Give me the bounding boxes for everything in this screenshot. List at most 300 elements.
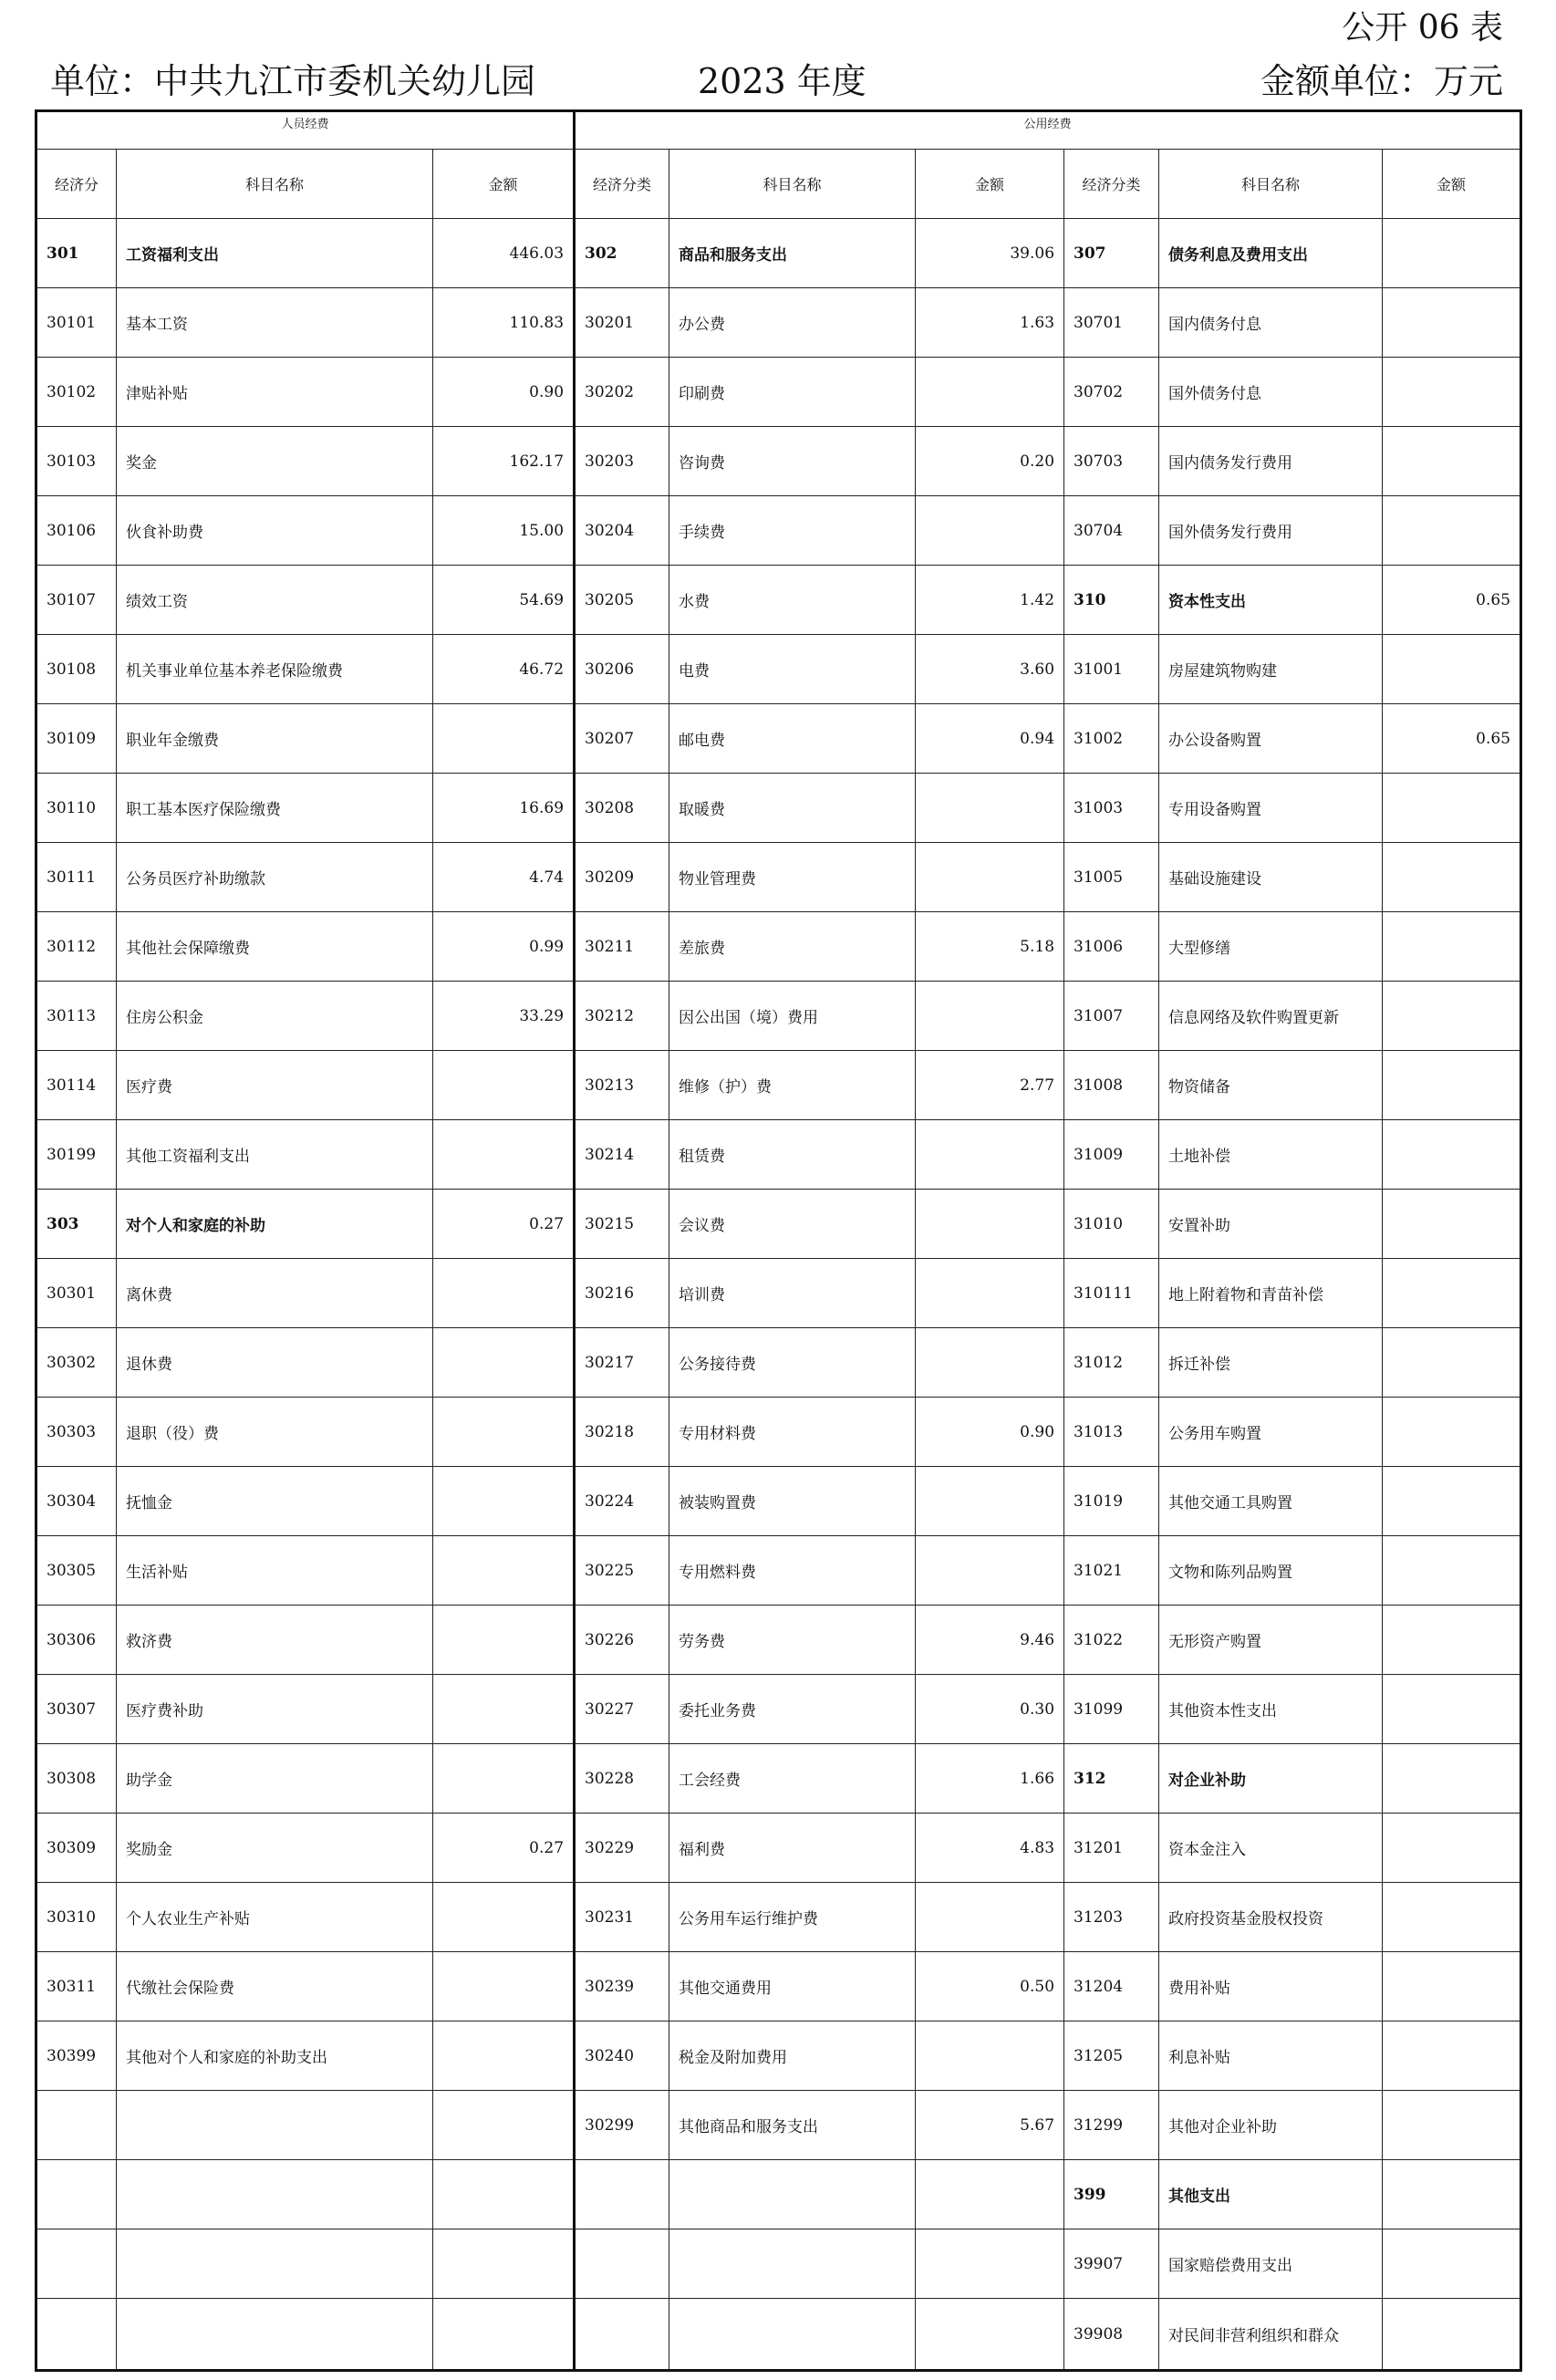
- cell-code-2: 30204: [575, 496, 669, 566]
- cell-name-3: 大型修缮: [1159, 912, 1383, 982]
- cell-code-2: 30225: [575, 1536, 669, 1606]
- cell-code-2: 30211: [575, 912, 669, 982]
- col-header-amount-3: 金额: [1383, 150, 1521, 219]
- cell-amount-1: 46.72: [433, 635, 575, 704]
- cell-name-1: 退职（役）费: [117, 1398, 433, 1467]
- cell-code-2: 30215: [575, 1190, 669, 1259]
- cell-amount-3: [1383, 1952, 1521, 2021]
- cell-name-2: 专用燃料费: [669, 1536, 916, 1606]
- cell-amount-3: [1383, 288, 1521, 358]
- cell-code-2: 30201: [575, 288, 669, 358]
- cell-amount-1: [433, 1328, 575, 1398]
- table-row: [36, 566, 1521, 635]
- cell-name-1: [117, 2229, 433, 2299]
- cell-code-3: 31007: [1064, 982, 1159, 1051]
- cell-amount-1: [433, 1398, 575, 1467]
- table-row: [36, 1744, 1521, 1814]
- cell-amount-1: [433, 1606, 575, 1675]
- cell-amount-3: [1383, 358, 1521, 427]
- cell-amount-2: 0.50: [916, 1952, 1064, 2021]
- cell-amount-3: [1383, 1675, 1521, 1744]
- cell-name-2: [669, 2229, 916, 2299]
- cell-name-2: 商品和服务支出: [669, 219, 916, 288]
- cell-amount-2: 1.63: [916, 288, 1064, 358]
- cell-code-1: 30303: [36, 1398, 117, 1467]
- cell-amount-1: 0.99: [433, 912, 575, 982]
- cell-name-3: 费用补贴: [1159, 1952, 1383, 2021]
- table-row: [36, 2160, 1521, 2229]
- cell-code-1: 30309: [36, 1814, 117, 1883]
- cell-amount-3: [1383, 219, 1521, 288]
- cell-code-3: 31002: [1064, 704, 1159, 774]
- cell-name-2: 税金及附加费用: [669, 2021, 916, 2091]
- cell-name-3: 专用设备购置: [1159, 774, 1383, 843]
- cell-amount-1: [433, 2229, 575, 2299]
- cell-amount-1: 110.83: [433, 288, 575, 358]
- cell-name-1: 医疗费补助: [117, 1675, 433, 1744]
- cell-code-1: [36, 2091, 117, 2160]
- cell-code-3: 31022: [1064, 1606, 1159, 1675]
- cell-amount-1: [433, 1467, 575, 1536]
- cell-name-2: [669, 2299, 916, 2371]
- table-row: [36, 1814, 1521, 1883]
- cell-code-3: 399: [1064, 2160, 1159, 2229]
- cell-amount-2: 9.46: [916, 1606, 1064, 1675]
- cell-code-2: 30207: [575, 704, 669, 774]
- cell-name-2: 会议费: [669, 1190, 916, 1259]
- cell-code-3: 30702: [1064, 358, 1159, 427]
- table-row: [36, 774, 1521, 843]
- cell-amount-3: [1383, 1398, 1521, 1467]
- cell-name-3: 其他对企业补助: [1159, 2091, 1383, 2160]
- cell-code-2: 30231: [575, 1883, 669, 1952]
- cell-amount-2: [916, 1259, 1064, 1328]
- cell-name-3: 国外债务发行费用: [1159, 496, 1383, 566]
- cell-amount-2: [916, 1190, 1064, 1259]
- cell-code-1: 30113: [36, 982, 117, 1051]
- cell-name-1: 其他工资福利支出: [117, 1120, 433, 1190]
- cell-name-1: 绩效工资: [117, 566, 433, 635]
- cell-name-1: 生活补贴: [117, 1536, 433, 1606]
- cell-code-1: 30199: [36, 1120, 117, 1190]
- cell-code-2: 30206: [575, 635, 669, 704]
- cell-amount-3: [1383, 2160, 1521, 2229]
- cell-amount-1: 16.69: [433, 774, 575, 843]
- cell-amount-3: [1383, 1744, 1521, 1814]
- cell-code-3: 310111: [1064, 1259, 1159, 1328]
- cell-amount-2: [916, 843, 1064, 912]
- col-header-code-2: 经济分类: [575, 150, 669, 219]
- cell-name-1: 基本工资: [117, 288, 433, 358]
- cell-name-1: [117, 2091, 433, 2160]
- cell-code-2: 30217: [575, 1328, 669, 1398]
- cell-amount-1: [433, 1883, 575, 1952]
- cell-name-3: 拆迁补偿: [1159, 1328, 1383, 1398]
- table-row: [36, 912, 1521, 982]
- cell-code-3: 31299: [1064, 2091, 1159, 2160]
- cell-name-2: 办公费: [669, 288, 916, 358]
- cell-amount-3: [1383, 1051, 1521, 1120]
- cell-amount-2: [916, 1467, 1064, 1536]
- cell-amount-3: [1383, 774, 1521, 843]
- group-personnel: 人员经费: [36, 111, 575, 150]
- cell-name-1: 个人农业生产补贴: [117, 1883, 433, 1952]
- cell-code-1: 30102: [36, 358, 117, 427]
- cell-name-1: 其他社会保障缴费: [117, 912, 433, 982]
- cell-name-3: 政府投资基金股权投资: [1159, 1883, 1383, 1952]
- cell-name-1: 津贴补贴: [117, 358, 433, 427]
- cell-amount-1: [433, 1952, 575, 2021]
- cell-amount-1: [433, 2160, 575, 2229]
- cell-name-1: 代缴社会保险费: [117, 1952, 433, 2021]
- col-header-amount-2: 金额: [916, 150, 1064, 219]
- table-row: [36, 358, 1521, 427]
- cell-code-3: 31204: [1064, 1952, 1159, 2021]
- col-header-name-2: 科目名称: [669, 150, 916, 219]
- table-row: [36, 2091, 1521, 2160]
- cell-amount-1: 0.27: [433, 1814, 575, 1883]
- cell-amount-1: [433, 1051, 575, 1120]
- report-header: [0, 53, 1556, 104]
- unit-label: 单位：中共九江市委机关幼儿园: [50, 61, 536, 101]
- cell-code-2: 30205: [575, 566, 669, 635]
- cell-code-3: 31001: [1064, 635, 1159, 704]
- cell-amount-3: [1383, 912, 1521, 982]
- cell-name-2: 租赁费: [669, 1120, 916, 1190]
- col-header-code-1: 经济分: [36, 150, 117, 219]
- cell-name-2: 电费: [669, 635, 916, 704]
- cell-code-1: 30114: [36, 1051, 117, 1120]
- expenditure-table: [35, 109, 1522, 2372]
- cell-amount-2: [916, 1536, 1064, 1606]
- cell-name-3: 基础设施建设: [1159, 843, 1383, 912]
- cell-amount-1: 54.69: [433, 566, 575, 635]
- cell-name-1: 其他对个人和家庭的补助支出: [117, 2021, 433, 2091]
- table-row: [36, 1952, 1521, 2021]
- cell-code-1: 301: [36, 219, 117, 288]
- cell-code-3: 31005: [1064, 843, 1159, 912]
- cell-name-2: 因公出国（境）费用: [669, 982, 916, 1051]
- cell-amount-2: [916, 982, 1064, 1051]
- cell-code-1: 30111: [36, 843, 117, 912]
- table-row: [36, 1051, 1521, 1120]
- table-row: [36, 1259, 1521, 1328]
- cell-name-2: 工会经费: [669, 1744, 916, 1814]
- cell-name-2: 福利费: [669, 1814, 916, 1883]
- cell-code-3: 31019: [1064, 1467, 1159, 1536]
- cell-amount-2: [916, 2229, 1064, 2299]
- cell-code-1: [36, 2160, 117, 2229]
- cell-code-3: 307: [1064, 219, 1159, 288]
- cell-code-3: 31203: [1064, 1883, 1159, 1952]
- cell-code-1: 30311: [36, 1952, 117, 2021]
- cell-code-1: 30304: [36, 1467, 117, 1536]
- table-row: [36, 982, 1521, 1051]
- cell-code-2: [575, 2299, 669, 2371]
- table-row: [36, 1328, 1521, 1398]
- cell-code-2: [575, 2229, 669, 2299]
- cell-name-3: 国家赔偿费用支出: [1159, 2229, 1383, 2299]
- cell-code-1: 303: [36, 1190, 117, 1259]
- cell-name-1: [117, 2160, 433, 2229]
- table-row: [36, 2021, 1521, 2091]
- cell-amount-3: [1383, 1814, 1521, 1883]
- cell-amount-3: [1383, 2021, 1521, 2091]
- cell-amount-2: [916, 2160, 1064, 2229]
- cell-name-2: 取暖费: [669, 774, 916, 843]
- col-header-code-3: 经济分类: [1064, 150, 1159, 219]
- cell-name-1: 抚恤金: [117, 1467, 433, 1536]
- table-row: [36, 1467, 1521, 1536]
- cell-code-2: 30208: [575, 774, 669, 843]
- cell-amount-2: 5.18: [916, 912, 1064, 982]
- table-row: [36, 1536, 1521, 1606]
- year-label: 2023 年度: [698, 61, 866, 101]
- cell-code-2: 30214: [575, 1120, 669, 1190]
- cell-name-1: 奖励金: [117, 1814, 433, 1883]
- cell-code-3: 39908: [1064, 2299, 1159, 2371]
- cell-code-2: 30202: [575, 358, 669, 427]
- cell-name-2: 物业管理费: [669, 843, 916, 912]
- table-row: [36, 843, 1521, 912]
- cell-amount-1: [433, 1744, 575, 1814]
- cell-amount-1: 4.74: [433, 843, 575, 912]
- cell-code-1: 30109: [36, 704, 117, 774]
- cell-code-3: 30704: [1064, 496, 1159, 566]
- cell-amount-3: [1383, 496, 1521, 566]
- cell-name-3: 房屋建筑物购建: [1159, 635, 1383, 704]
- cell-code-2: 30228: [575, 1744, 669, 1814]
- cell-name-1: 职工基本医疗保险缴费: [117, 774, 433, 843]
- table-row: [36, 1398, 1521, 1467]
- cell-code-2: 30209: [575, 843, 669, 912]
- cell-amount-3: [1383, 1328, 1521, 1398]
- cell-code-3: 31205: [1064, 2021, 1159, 2091]
- cell-name-3: 其他支出: [1159, 2160, 1383, 2229]
- cell-name-3: 文物和陈列品购置: [1159, 1536, 1383, 1606]
- cell-name-1: 机关事业单位基本养老保险缴费: [117, 635, 433, 704]
- cell-code-3: 31099: [1064, 1675, 1159, 1744]
- cell-amount-1: 0.27: [433, 1190, 575, 1259]
- cell-code-1: 30107: [36, 566, 117, 635]
- cell-code-3: 31201: [1064, 1814, 1159, 1883]
- cell-amount-3: [1383, 1190, 1521, 1259]
- table-row: [36, 635, 1521, 704]
- cell-amount-1: 446.03: [433, 219, 575, 288]
- cell-amount-2: 5.67: [916, 2091, 1064, 2160]
- cell-amount-3: [1383, 427, 1521, 496]
- cell-amount-2: [916, 1883, 1064, 1952]
- cell-name-1: 助学金: [117, 1744, 433, 1814]
- cell-amount-3: [1383, 1883, 1521, 1952]
- cell-code-2: 30229: [575, 1814, 669, 1883]
- cell-name-3: 债务利息及费用支出: [1159, 219, 1383, 288]
- cell-amount-2: [916, 358, 1064, 427]
- cell-code-3: 39907: [1064, 2229, 1159, 2299]
- cell-code-3: 31012: [1064, 1328, 1159, 1398]
- cell-code-2: 30218: [575, 1398, 669, 1467]
- cell-amount-2: 0.30: [916, 1675, 1064, 1744]
- cell-amount-1: 0.90: [433, 358, 575, 427]
- cell-code-1: 30307: [36, 1675, 117, 1744]
- cell-amount-2: [916, 496, 1064, 566]
- cell-name-1: 伙食补助费: [117, 496, 433, 566]
- cell-name-2: 培训费: [669, 1259, 916, 1328]
- cell-name-1: 救济费: [117, 1606, 433, 1675]
- cell-code-3: 31008: [1064, 1051, 1159, 1120]
- col-header-amount-1: 金额: [433, 150, 575, 219]
- cell-name-1: 住房公积金: [117, 982, 433, 1051]
- cell-code-1: 30308: [36, 1744, 117, 1814]
- table-row: [36, 496, 1521, 566]
- cell-code-3: 30703: [1064, 427, 1159, 496]
- cell-name-1: 对个人和家庭的补助: [117, 1190, 433, 1259]
- cell-name-3: 资本金注入: [1159, 1814, 1383, 1883]
- cell-name-3: 公务用车购置: [1159, 1398, 1383, 1467]
- table-row: [36, 219, 1521, 288]
- cell-name-2: 委托业务费: [669, 1675, 916, 1744]
- cell-code-1: 30399: [36, 2021, 117, 2091]
- cell-code-1: 30302: [36, 1328, 117, 1398]
- cell-name-2: 劳务费: [669, 1606, 916, 1675]
- cell-name-2: 邮电费: [669, 704, 916, 774]
- cell-name-3: 无形资产购置: [1159, 1606, 1383, 1675]
- cell-code-2: 30299: [575, 2091, 669, 2160]
- cell-name-2: 专用材料费: [669, 1398, 916, 1467]
- col-header-name-1: 科目名称: [117, 150, 433, 219]
- cell-name-2: 公务用车运行维护费: [669, 1883, 916, 1952]
- cell-amount-2: 1.42: [916, 566, 1064, 635]
- cell-amount-2: [916, 774, 1064, 843]
- cell-code-2: [575, 2160, 669, 2229]
- cell-name-2: [669, 2160, 916, 2229]
- cell-code-1: 30103: [36, 427, 117, 496]
- table-row: [36, 1606, 1521, 1675]
- cell-amount-2: 4.83: [916, 1814, 1064, 1883]
- cell-name-1: 公务员医疗补助缴款: [117, 843, 433, 912]
- cell-code-2: 30240: [575, 2021, 669, 2091]
- cell-amount-1: [433, 1120, 575, 1190]
- cell-amount-2: 0.20: [916, 427, 1064, 496]
- cell-code-3: 31006: [1064, 912, 1159, 982]
- column-header-row: [36, 150, 1521, 219]
- cell-name-3: 信息网络及软件购置更新: [1159, 982, 1383, 1051]
- cell-name-3: 办公设备购置: [1159, 704, 1383, 774]
- table-row: [36, 427, 1521, 496]
- cell-amount-3: 0.65: [1383, 704, 1521, 774]
- table-row: [36, 1675, 1521, 1744]
- cell-amount-3: [1383, 635, 1521, 704]
- cell-name-1: 工资福利支出: [117, 219, 433, 288]
- cell-amount-3: [1383, 2299, 1521, 2371]
- cell-code-1: [36, 2229, 117, 2299]
- cell-amount-2: 39.06: [916, 219, 1064, 288]
- cell-code-2: 30216: [575, 1259, 669, 1328]
- cell-amount-2: [916, 2021, 1064, 2091]
- cell-amount-1: 33.29: [433, 982, 575, 1051]
- cell-name-2: 公务接待费: [669, 1328, 916, 1398]
- cell-code-1: 30305: [36, 1536, 117, 1606]
- cell-name-2: 印刷费: [669, 358, 916, 427]
- cell-name-3: 物资储备: [1159, 1051, 1383, 1120]
- cell-name-3: 资本性支出: [1159, 566, 1383, 635]
- cell-amount-1: [433, 704, 575, 774]
- cell-amount-3: [1383, 1536, 1521, 1606]
- cell-code-1: [36, 2299, 117, 2371]
- cell-name-3: 对企业补助: [1159, 1744, 1383, 1814]
- cell-code-2: 30212: [575, 982, 669, 1051]
- cell-code-1: 30306: [36, 1606, 117, 1675]
- cell-name-2: 咨询费: [669, 427, 916, 496]
- cell-amount-3: [1383, 982, 1521, 1051]
- cell-name-2: 差旅费: [669, 912, 916, 982]
- table-row: [36, 2299, 1521, 2371]
- cell-name-3: 国外债务付息: [1159, 358, 1383, 427]
- cell-amount-2: [916, 2299, 1064, 2371]
- cell-name-1: [117, 2299, 433, 2371]
- cell-amount-3: [1383, 2229, 1521, 2299]
- form-number: 公开 06 表: [1342, 9, 1503, 47]
- cell-amount-2: 1.66: [916, 1744, 1064, 1814]
- cell-amount-1: [433, 2091, 575, 2160]
- cell-name-2: 被装购置费: [669, 1467, 916, 1536]
- cell-amount-3: [1383, 1467, 1521, 1536]
- cell-code-2: 30227: [575, 1675, 669, 1744]
- cell-amount-1: [433, 2021, 575, 2091]
- cell-name-2: 其他商品和服务支出: [669, 2091, 916, 2160]
- cell-code-2: 30239: [575, 1952, 669, 2021]
- table-row: [36, 1190, 1521, 1259]
- cell-code-3: 30701: [1064, 288, 1159, 358]
- cell-amount-3: 0.65: [1383, 566, 1521, 635]
- table-row: [36, 704, 1521, 774]
- cell-amount-2: 0.94: [916, 704, 1064, 774]
- cell-code-3: 31013: [1064, 1398, 1159, 1467]
- cell-name-1: 奖金: [117, 427, 433, 496]
- cell-amount-1: 162.17: [433, 427, 575, 496]
- cell-name-1: 职业年金缴费: [117, 704, 433, 774]
- cell-name-3: 安置补助: [1159, 1190, 1383, 1259]
- cell-amount-3: [1383, 1606, 1521, 1675]
- cell-code-3: 31003: [1064, 774, 1159, 843]
- cell-code-1: 30101: [36, 288, 117, 358]
- group-header-row: [36, 111, 1521, 150]
- cell-code-3: 31009: [1064, 1120, 1159, 1190]
- group-public: 公用经费: [575, 111, 1521, 150]
- cell-code-1: 30106: [36, 496, 117, 566]
- cell-name-3: 利息补贴: [1159, 2021, 1383, 2091]
- cell-amount-3: [1383, 843, 1521, 912]
- cell-amount-1: [433, 1675, 575, 1744]
- cell-amount-2: 3.60: [916, 635, 1064, 704]
- cell-name-3: 其他资本性支出: [1159, 1675, 1383, 1744]
- cell-name-1: 离休费: [117, 1259, 433, 1328]
- cell-amount-3: [1383, 1120, 1521, 1190]
- cell-code-3: 31021: [1064, 1536, 1159, 1606]
- cell-name-3: 地上附着物和青苗补偿: [1159, 1259, 1383, 1328]
- cell-amount-1: 15.00: [433, 496, 575, 566]
- money-unit-label: 金额单位：万元: [1260, 61, 1503, 101]
- cell-name-2: 水费: [669, 566, 916, 635]
- cell-name-1: 医疗费: [117, 1051, 433, 1120]
- cell-amount-2: 2.77: [916, 1051, 1064, 1120]
- cell-amount-3: [1383, 2091, 1521, 2160]
- cell-code-1: 30112: [36, 912, 117, 982]
- cell-name-3: 国内债务发行费用: [1159, 427, 1383, 496]
- cell-name-2: 手续费: [669, 496, 916, 566]
- cell-code-1: 30301: [36, 1259, 117, 1328]
- cell-code-3: 31010: [1064, 1190, 1159, 1259]
